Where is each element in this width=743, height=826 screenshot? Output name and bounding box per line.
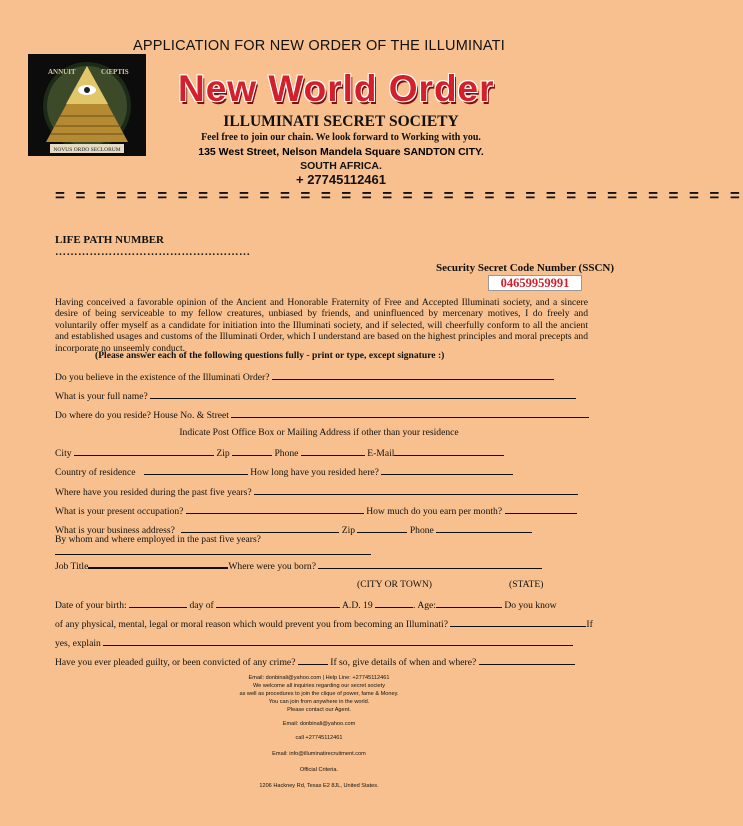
country-label: Country of residence — [55, 467, 138, 478]
details-label: If so, give details of when and where? — [327, 657, 479, 668]
if-label: If — [586, 619, 593, 630]
prevent-field[interactable] — [450, 617, 586, 627]
footer-email: Email: donbinali@yahoo.com — [282, 721, 356, 727]
footer-line-5: Please contact our Agent. — [287, 707, 351, 713]
city-label: City — [55, 448, 74, 459]
row-occupation — [55, 504, 577, 517]
business-field[interactable] — [181, 523, 339, 533]
prevent-label: of any physical, mental, legal or moral reason which would prevent you from becoming an Illuminati? — [55, 619, 451, 630]
employed-label: By whom and where employed in the past five years? — [55, 534, 261, 545]
job-title-label: Job Title — [55, 561, 89, 572]
row-past-five — [55, 485, 578, 498]
past-five-field[interactable] — [254, 485, 578, 495]
row-country-howlong — [55, 465, 513, 478]
occupation-field[interactable] — [186, 504, 364, 514]
row-prevent — [55, 617, 593, 630]
question-believe-label: Do you believe in the existence of the Illuminati Order? — [55, 372, 272, 383]
logo-text-right: CŒPTIS — [101, 68, 129, 76]
guilty-label: Have you ever pleaded guilty, or been convicted of any crime? — [55, 657, 298, 668]
day-of-label: day of — [187, 600, 217, 611]
explain-field[interactable] — [103, 636, 573, 646]
sscn-label: Security Secret Code Number (SSCN) — [435, 262, 614, 274]
society-name: ILLUMINATI SECRET SOCIETY — [223, 113, 459, 130]
reside-field[interactable] — [231, 408, 589, 418]
address-line: 135 West Street, Nelson Mandela Square SANDTON CITY. — [198, 146, 484, 158]
reside-label: Do where do you reside? House No. & Street — [55, 410, 232, 421]
how-long-field[interactable] — [381, 465, 513, 475]
guilty-field[interactable] — [298, 655, 328, 665]
past-five-label: Where have you resided during the past five years? — [55, 487, 254, 498]
row-employed-line — [55, 545, 371, 558]
believe-field[interactable] — [272, 370, 554, 380]
how-long-label: How long have you resided here? — [247, 467, 382, 478]
country-field[interactable] — [144, 465, 248, 475]
po-box-note: Indicate Post Office Box or Mailing Address if other than your residence — [179, 427, 459, 438]
life-path-dots: …………………………………………… — [55, 246, 251, 258]
know-label: Do you know — [501, 600, 557, 611]
instruction-text: (Please answer each of the following questions fully - print or type, except signature :) — [95, 350, 445, 361]
earn-label: How much do you earn per month? — [363, 506, 505, 517]
logo-text-left: ANNUIT — [48, 68, 76, 76]
footer-recruitment-email: Email: info@illuminatirecruitment.com — [272, 751, 366, 757]
life-path-label: LIFE PATH NUMBER — [55, 234, 164, 246]
job-title-field[interactable] — [88, 558, 228, 569]
row-employed — [55, 534, 261, 545]
application-title: APPLICATION FOR NEW ORDER OF THE ILLUMINATI — [133, 38, 505, 54]
tagline: Feel free to join our chain. We look forward to Working with you. — [201, 132, 481, 143]
divider: = = = = = = = = = = = = = = = = = = = = = = = = = = = = = = = = = = — [55, 186, 743, 205]
earn-field[interactable] — [505, 504, 577, 514]
zip2-field[interactable] — [357, 523, 407, 533]
city-field[interactable] — [74, 446, 214, 456]
phone-label: Phone — [272, 448, 301, 459]
ad-label: A.D. 19 — [340, 600, 376, 611]
business-label: What is your business address? — [55, 525, 178, 536]
footer-line-2: We welcome all inquiries regarding our secret society — [252, 683, 386, 689]
footer-address: 1206 Hackney Rd, Texas E2 8JL, United States. — [259, 783, 379, 789]
question-fullname — [55, 389, 576, 402]
question-reside — [55, 408, 589, 421]
year-field[interactable] — [375, 598, 413, 608]
row-dob — [55, 598, 557, 611]
brand-heading: New World Order — [178, 68, 495, 109]
phone-field[interactable] — [301, 446, 365, 456]
sscn-code-box: 04659959991 — [488, 275, 582, 291]
phone-number: + 27745112461 — [295, 172, 387, 187]
zip-label: Zip — [213, 448, 233, 459]
age-label: . Age: — [413, 600, 436, 611]
city-town-caption: (CITY OR TOWN) — [357, 579, 432, 590]
row-job-born — [55, 558, 542, 572]
born-field[interactable] — [318, 559, 542, 569]
phone2-label: Phone — [407, 525, 437, 536]
details-field[interactable] — [479, 655, 575, 665]
footer-line-4: You can join from anywhere in the world. — [268, 699, 370, 705]
country-line: SOUTH AFRICA. — [300, 160, 382, 172]
age-field[interactable] — [436, 598, 502, 608]
intro-paragraph: Having conceived a favorable opinion of the Ancient and Honorable Fraternity of Free and Accepted Illuminati society, and a sincere desire of being serviceable to my fellow creatures, unbiased by friends, and uninfluenced by mercenary motives, I do freely and voluntarily offer myself as a candidate for initiation into the Illuminati society, and if selected, will cheerfully conform to all the ancient and established usages and customs of the Illuminati Order, which I understand are based on the highest principles and moral precepts and incorporate no unseemly conduct. — [55, 297, 588, 354]
zip-field[interactable] — [232, 446, 272, 456]
email-field[interactable] — [394, 446, 504, 456]
occupation-label: What is your present occupation? — [55, 506, 186, 517]
born-label: Where were you born? — [228, 561, 319, 572]
yes-explain-label: yes, explain — [55, 638, 104, 649]
fullname-field[interactable] — [150, 389, 576, 399]
state-caption: (STATE) — [509, 579, 544, 590]
footer-line-1: Email: donbinali@yahoo.com | Help Line: +27745112461 — [248, 675, 390, 681]
phone2-field[interactable] — [436, 523, 532, 533]
logo-banner-text: NOVUS ORDO SECLORUM — [53, 147, 121, 153]
email-label: E-Mail — [364, 448, 395, 459]
row-guilty — [55, 655, 575, 668]
question-believe — [55, 370, 554, 383]
footer-official-criteria: Official Criteria. — [299, 767, 339, 773]
row-explain — [55, 636, 573, 649]
dob-label: Date of your birth: — [55, 600, 130, 611]
month-field[interactable] — [216, 598, 340, 608]
row-city-zip-phone-email — [55, 446, 504, 459]
fullname-label: What is your full name? — [55, 391, 151, 402]
employed-field[interactable] — [55, 545, 371, 555]
footer-call: call +27745112461 — [295, 735, 343, 741]
dob-field[interactable] — [129, 598, 187, 608]
zip2-label: Zip — [339, 525, 358, 536]
footer-line-3: as well as procedures to join the clique of power, fame & Money. — [239, 691, 399, 697]
